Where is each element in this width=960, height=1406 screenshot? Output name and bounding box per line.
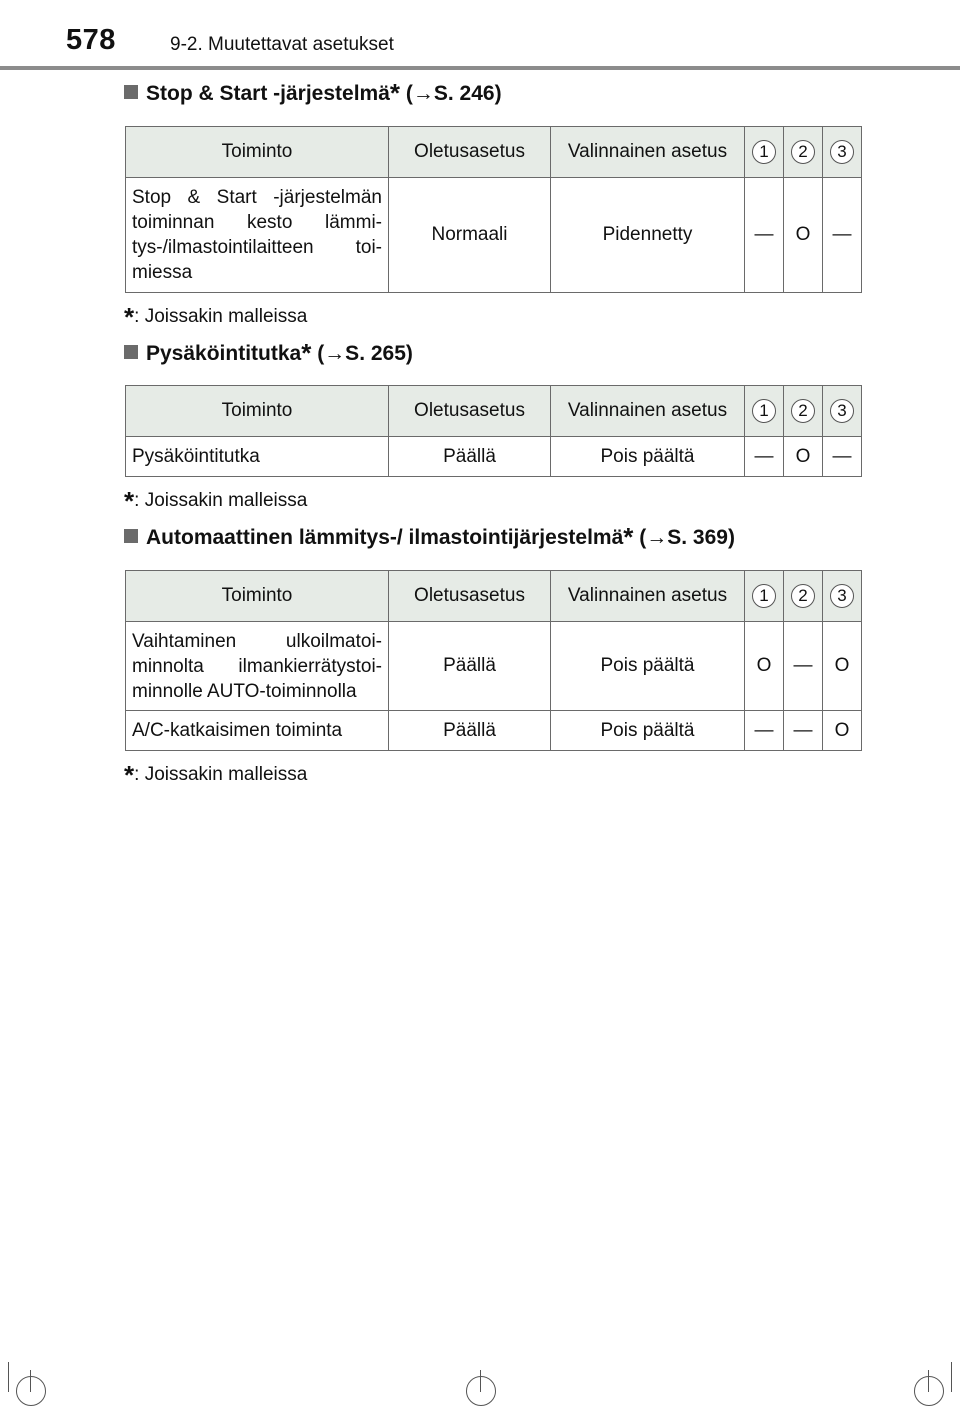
default-cell: Normaali <box>389 178 551 293</box>
table-row <box>126 711 862 751</box>
chapter-title: 9-2. Muutettavat asetukset <box>170 34 394 55</box>
footnote-asterisk: * <box>124 760 135 790</box>
asterisk-marker: * <box>389 78 401 108</box>
function-cell: A/C-katkaisimen toiminta <box>126 711 389 751</box>
optional-cell: Pois päältä <box>551 437 745 477</box>
page-reference: (→S. 265) <box>317 342 413 365</box>
table-row <box>126 178 862 293</box>
footnote-asterisk: * <box>124 486 135 516</box>
table-header-row <box>126 571 862 622</box>
header-method-2 <box>784 571 823 622</box>
method-2-cell: — <box>784 622 823 711</box>
table-row <box>126 437 862 477</box>
registration-mark-icon <box>16 1376 46 1406</box>
optional-cell: Pois päältä <box>551 622 745 711</box>
crop-mark <box>8 1362 9 1392</box>
default-cell: Päällä <box>389 711 551 751</box>
number-2-icon: 2 <box>791 584 815 608</box>
method-2-cell: O <box>784 178 823 293</box>
table-header-row <box>126 386 862 437</box>
method-1-cell: — <box>745 711 784 751</box>
function-cell: Vaihtaminen ulkoilmatoi-minnolta ilmankierrätystoi-minnolle AUTO-toiminnolla <box>126 622 389 711</box>
footnote: *: Joissakin malleissa <box>124 760 308 790</box>
method-3-cell: O <box>823 711 862 751</box>
header-method-1 <box>745 386 784 437</box>
method-1-cell: O <box>745 622 784 711</box>
table-header-row <box>126 127 862 178</box>
header-method-2 <box>784 386 823 437</box>
crop-mark <box>928 1370 929 1392</box>
number-2-icon: 2 <box>791 399 815 423</box>
asterisk-marker: * <box>623 522 634 552</box>
method-1-cell: — <box>745 178 784 293</box>
page-reference: (→S. 246) <box>405 82 502 105</box>
registration-mark-icon <box>466 1376 496 1406</box>
header-method-1 <box>745 127 784 178</box>
header-function: Toiminto <box>126 386 389 437</box>
section-heading: Automaattinen lämmitys-/ ilmastointijärjestelmä* (→S. 369) <box>124 526 735 550</box>
header-method-2 <box>784 127 823 178</box>
method-3-cell: — <box>823 178 862 293</box>
number-1-icon: 1 <box>752 584 776 608</box>
page-number: 578 <box>66 24 116 56</box>
bullet-square-icon <box>124 85 138 99</box>
header-optional: Valinnainen asetus <box>551 386 745 437</box>
default-cell: Päällä <box>389 622 551 711</box>
section-heading: Stop & Start -järjestelmä* (→S. 246) <box>124 82 502 106</box>
optional-cell: Pois päältä <box>551 711 745 751</box>
header-function: Toiminto <box>126 127 389 178</box>
page-reference: (→S. 369) <box>639 526 735 549</box>
crop-mark <box>951 1362 952 1392</box>
number-1-icon: 1 <box>752 399 776 423</box>
number-3-icon: 3 <box>830 140 854 164</box>
header-optional: Valinnainen asetus <box>551 127 745 178</box>
settings-table <box>125 385 862 477</box>
header-optional: Valinnainen asetus <box>551 571 745 622</box>
number-1-icon: 1 <box>752 140 776 164</box>
header-rule <box>0 66 960 70</box>
settings-table <box>125 570 862 751</box>
settings-table <box>125 126 862 293</box>
section-heading: Pysäköintitutka* (→S. 265) <box>124 342 413 366</box>
bullet-square-icon <box>124 345 138 359</box>
crop-mark <box>30 1370 31 1392</box>
footnote: *: Joissakin malleissa <box>124 302 308 332</box>
number-3-icon: 3 <box>830 399 854 423</box>
function-cell: Stop & Start -järjestelmän toiminnan kesto lämmi-tys-/ilmastointilaitteen toi-miessa <box>126 178 389 293</box>
default-cell: Päällä <box>389 437 551 477</box>
method-2-cell: — <box>784 711 823 751</box>
bullet-square-icon <box>124 529 138 543</box>
optional-cell: Pidennetty <box>551 178 745 293</box>
number-2-icon: 2 <box>791 140 815 164</box>
method-2-cell: O <box>784 437 823 477</box>
header-default: Oletusasetus <box>389 386 551 437</box>
footnote-asterisk: * <box>124 302 135 332</box>
method-3-cell: — <box>823 437 862 477</box>
footnote: *: Joissakin malleissa <box>124 486 308 516</box>
function-cell: Pysäköintitutka <box>126 437 389 477</box>
method-3-cell: O <box>823 622 862 711</box>
header-function: Toiminto <box>126 571 389 622</box>
header-method-3 <box>823 571 862 622</box>
crop-mark <box>480 1370 481 1392</box>
header-default: Oletusasetus <box>389 127 551 178</box>
header-default: Oletusasetus <box>389 571 551 622</box>
header-method-1 <box>745 571 784 622</box>
asterisk-marker: * <box>301 338 312 368</box>
table-row <box>126 622 862 711</box>
number-3-icon: 3 <box>830 584 854 608</box>
method-1-cell: — <box>745 437 784 477</box>
page-header <box>0 0 960 70</box>
registration-mark-icon <box>914 1376 944 1406</box>
header-method-3 <box>823 127 862 178</box>
header-method-3 <box>823 386 862 437</box>
